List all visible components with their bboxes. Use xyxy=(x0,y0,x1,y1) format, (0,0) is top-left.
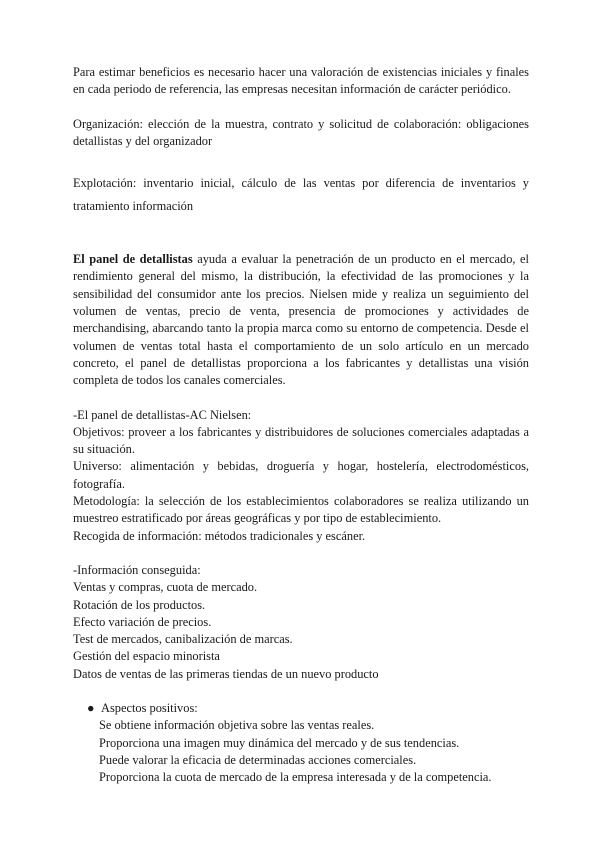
info-section xyxy=(73,562,529,683)
nielsen-section xyxy=(73,407,529,545)
nielsen-heading: -El panel de detallistas-AC Nielsen: xyxy=(73,407,252,422)
intro-paragraph: Para estimar beneficios es necesario hacer una valoración de existencias iniciales y finales en cada periodo de referencia, las empresas necesitan información de carácter periódico. xyxy=(73,65,529,97)
positivos-heading: Aspectos positivos: xyxy=(101,701,198,716)
explotacion-paragraph: Explotación: inventario inicial, cálculo de las ventas por diferencia de inventarios y tratamiento información xyxy=(73,176,529,214)
info-item: Efecto variación de precios. xyxy=(73,614,212,629)
document-page xyxy=(73,64,529,787)
panel-text: ayuda a evaluar la penetración de un producto en el mercado, el rendimiento general del mismo, la distribución, la efectividad de las promociones y la sensibilidad del consumidor ante los precios. Nielsen mide y realiza un seguimiento del volumen de ventas, precio de venta, presencia de promociones y actividades de merchandising, abarcando tanto la propia marca como su entorno de competencia. Desde el volumen de ventas total hasta el comportamiento de un solo artículo en un mercado concreto, el panel de detallistas proporciona a los fabricantes y detallistas una visión completa de todos los canales comerciales. xyxy=(73,252,529,388)
nielsen-universo: Universo: alimentación y bebidas, droguería y hogar, hostelería, electrodomésticos, fotografía. xyxy=(73,459,529,491)
positivos-list xyxy=(73,717,529,786)
positivos-bullet-item xyxy=(73,700,529,717)
info-item: Rotación de los productos. xyxy=(73,597,206,612)
nielsen-objetivos: Objetivos: proveer a los fabricantes y distribuidores de soluciones comerciales adaptadas a su situación. xyxy=(73,424,529,457)
info-item: Gestión del espacio minorista xyxy=(73,649,220,664)
organizacion-paragraph: Organización: elección de la muestra, contrato y solicitud de colaboración: obligaciones detallistas y del organizador xyxy=(73,116,529,148)
positivos-item: Proporciona la cuota de mercado de la empresa interesada y de la competencia. xyxy=(99,770,492,785)
nielsen-metodologia: Metodología: la selección de los establecimientos colaboradores se realiza utilizando un muestreo estratificado por áreas geográficas y por tipo de establecimiento. xyxy=(73,494,529,526)
panel-bold-lead: El panel de detallistas xyxy=(73,252,193,267)
info-item: Datos de ventas de las primeras tiendas de un nuevo producto xyxy=(73,666,379,681)
info-item: Ventas y compras, cuota de mercado. xyxy=(73,580,258,595)
bullet-icon: ● xyxy=(87,701,95,716)
info-item: Test de mercados, canibalización de marcas. xyxy=(73,632,293,647)
panel-paragraph xyxy=(73,251,529,389)
positivos-item: Se obtiene información objetiva sobre las ventas reales. xyxy=(99,718,375,733)
positivos-section xyxy=(73,700,529,786)
info-heading: -Información conseguida: xyxy=(73,562,201,577)
nielsen-recogida: Recogida de información: métodos tradicionales y escáner. xyxy=(73,528,366,543)
positivos-item: Proporciona una imagen muy dinámica del mercado y de sus tendencias. xyxy=(99,735,460,750)
positivos-item: Puede valorar la eficacia de determinadas acciones comerciales. xyxy=(99,752,417,767)
